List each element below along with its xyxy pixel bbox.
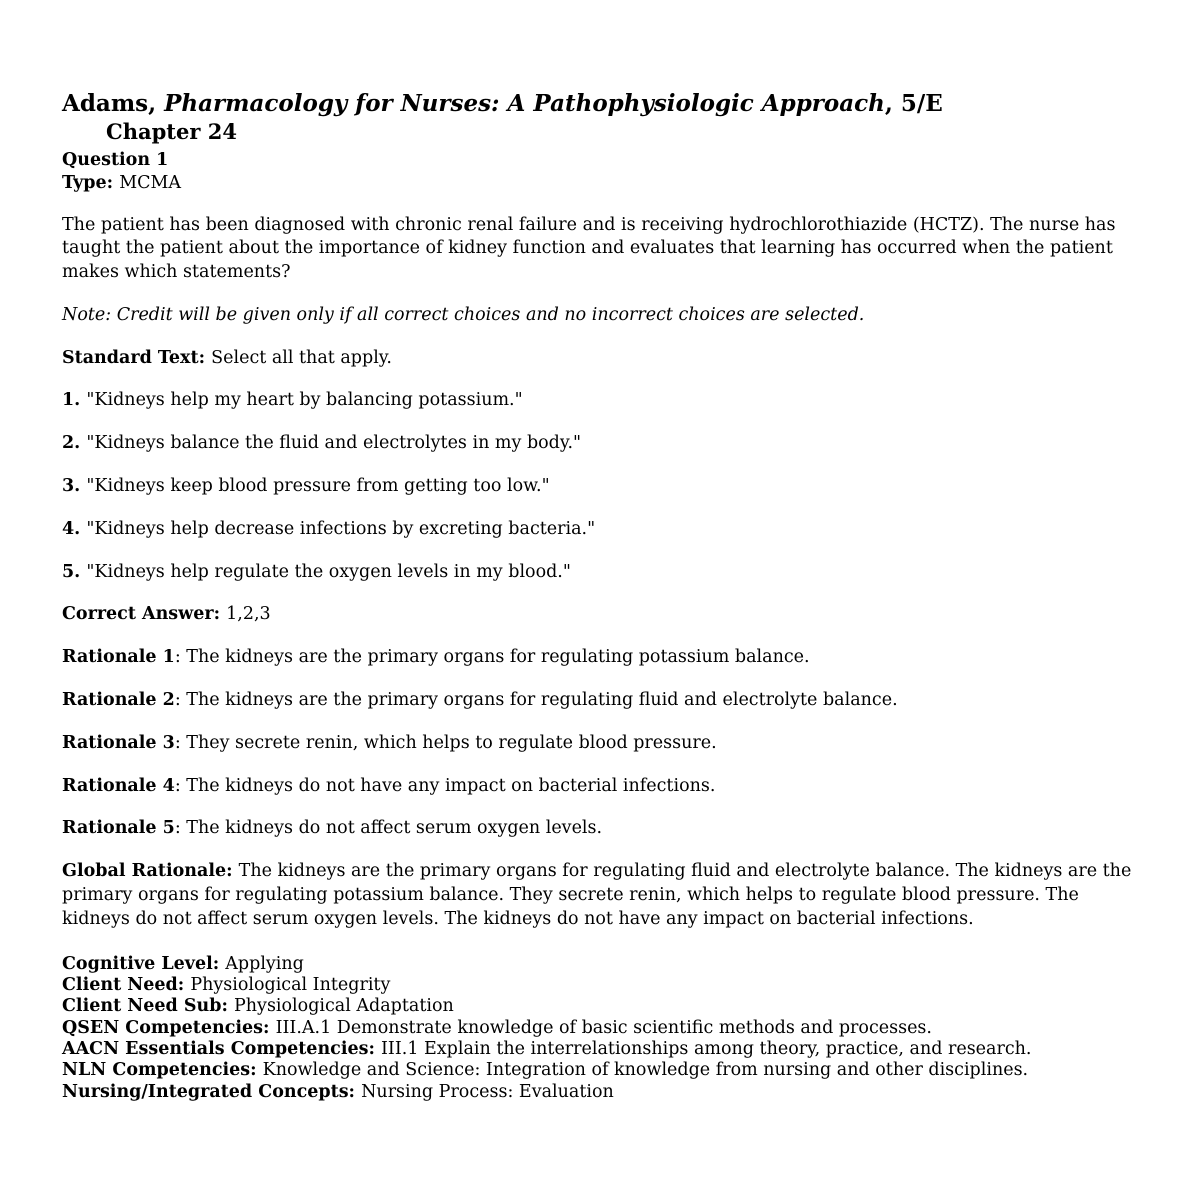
meta-label: Client Need: (62, 974, 191, 995)
rationale-text: : They secrete renin, which helps to regulate blood pressure. (174, 732, 717, 753)
book-author: Adams, (62, 90, 165, 117)
option-number: 1. (62, 390, 87, 411)
option-number: 2. (62, 433, 87, 454)
meta-label: Nursing/Integrated Concepts: (62, 1081, 362, 1102)
rationale-1 (62, 646, 1152, 670)
global-rationale (62, 860, 1152, 931)
meta-value: III.1 Explain the interrelationships among theory, practice, and research. (381, 1039, 1032, 1060)
type-label: Type: (62, 172, 120, 193)
question-metadata (62, 954, 1152, 1103)
option-text: "Kidneys help decrease infections by excreting bacteria." (86, 518, 596, 539)
meta-label: Cognitive Level: (62, 953, 226, 974)
meta-value: Nursing Process: Evaluation (361, 1081, 614, 1102)
option-number: 5. (62, 561, 87, 582)
option-number: 4. (62, 518, 87, 539)
global-rationale-text: The kidneys are the primary organs for regulating fluid and electrolyte balance. The kidneys are the primary organs for regulating potassium balance. They secrete renin, which helps to regulate blood pressure. The kidneys do not affect serum oxygen levels. The kidneys do not have any impact on bacterial infections. (62, 861, 1132, 929)
rationale-label: Rationale 1 (62, 647, 175, 668)
meta-nursing-concepts (62, 1082, 1152, 1103)
book-title-line (62, 90, 1152, 119)
meta-label: QSEN Competencies: (62, 1017, 276, 1038)
rationale-2 (62, 689, 1152, 713)
rationale-text: : The kidneys are the primary organs for regulating fluid and electrolyte balance. (174, 690, 898, 711)
meta-value: Applying (225, 953, 304, 974)
standard-text-label: Standard Text: (62, 347, 212, 368)
option-text: "Kidneys balance the fluid and electrolytes in my body." (86, 433, 582, 454)
meta-client-need (62, 975, 1152, 996)
meta-cognitive-level (62, 954, 1152, 975)
question-note: Note: Credit will be given only if all correct choices and no incorrect choices are selected. (62, 304, 865, 325)
book-title: Pharmacology for Nurses: A Pathophysiologic Approach (164, 90, 885, 117)
test-bank-question (62, 90, 1152, 1103)
option-number: 3. (62, 476, 87, 497)
question-type-line (62, 172, 1152, 195)
meta-value: Physiological Adaptation (234, 996, 454, 1017)
chapter-heading: Chapter 24 (106, 118, 237, 144)
correct-answer-value: 1,2,3 (226, 604, 271, 625)
meta-client-need-sub (62, 996, 1152, 1017)
meta-value: Physiological Integrity (190, 974, 391, 995)
rationale-text: : The kidneys do not affect serum oxygen levels. (174, 818, 603, 839)
option-text: "Kidneys help my heart by balancing potassium." (86, 390, 523, 411)
rationale-label: Rationale 3 (62, 732, 175, 753)
meta-label: AACN Essentials Competencies: (62, 1039, 382, 1060)
rationale-text: : The kidneys are the primary organs for regulating potassium balance. (174, 647, 810, 668)
answer-option-2 (62, 432, 1152, 456)
rationale-label: Rationale 5 (62, 818, 175, 839)
correct-answer-line (62, 603, 1152, 627)
rationale-5 (62, 817, 1152, 841)
meta-label: NLN Competencies: (62, 1060, 263, 1081)
standard-text-value: Select all that apply. (211, 347, 392, 368)
correct-answer-label: Correct Answer: (62, 604, 227, 625)
question-stem: The patient has been diagnosed with chronic renal failure and is receiving hydrochlorothiazide (HCTZ). The nurse has taught the patient about the importance of kidney function and evaluates that learning has occurred when the patient makes which statements? (62, 214, 1116, 283)
question-label: Question 1 (62, 150, 169, 170)
meta-label: Client Need Sub: (62, 996, 235, 1017)
meta-value: III.A.1 Demonstrate knowledge of basic scientific methods and processes. (275, 1017, 932, 1038)
meta-aacn-competencies (62, 1039, 1152, 1060)
global-rationale-label: Global Rationale: (62, 861, 239, 882)
type-value: MCMA (119, 172, 182, 193)
meta-nln-competencies (62, 1060, 1152, 1081)
rationale-3 (62, 732, 1152, 756)
answer-option-4 (62, 518, 1152, 542)
book-edition: , 5/E (884, 90, 943, 117)
answer-option-3 (62, 475, 1152, 499)
rationale-text: : The kidneys do not have any impact on bacterial infections. (174, 775, 716, 796)
rationale-label: Rationale 2 (62, 690, 175, 711)
standard-text-line (62, 347, 1152, 371)
rationale-label: Rationale 4 (62, 775, 175, 796)
meta-value: Knowledge and Science: Integration of knowledge from nursing and other disciplines. (262, 1060, 1029, 1081)
answer-option-1 (62, 389, 1152, 413)
rationale-4 (62, 775, 1152, 799)
option-text: "Kidneys help regulate the oxygen levels in my blood." (86, 561, 571, 582)
answer-option-5 (62, 561, 1152, 585)
meta-qsen-competencies (62, 1018, 1152, 1039)
option-text: "Kidneys keep blood pressure from getting too low." (86, 476, 550, 497)
